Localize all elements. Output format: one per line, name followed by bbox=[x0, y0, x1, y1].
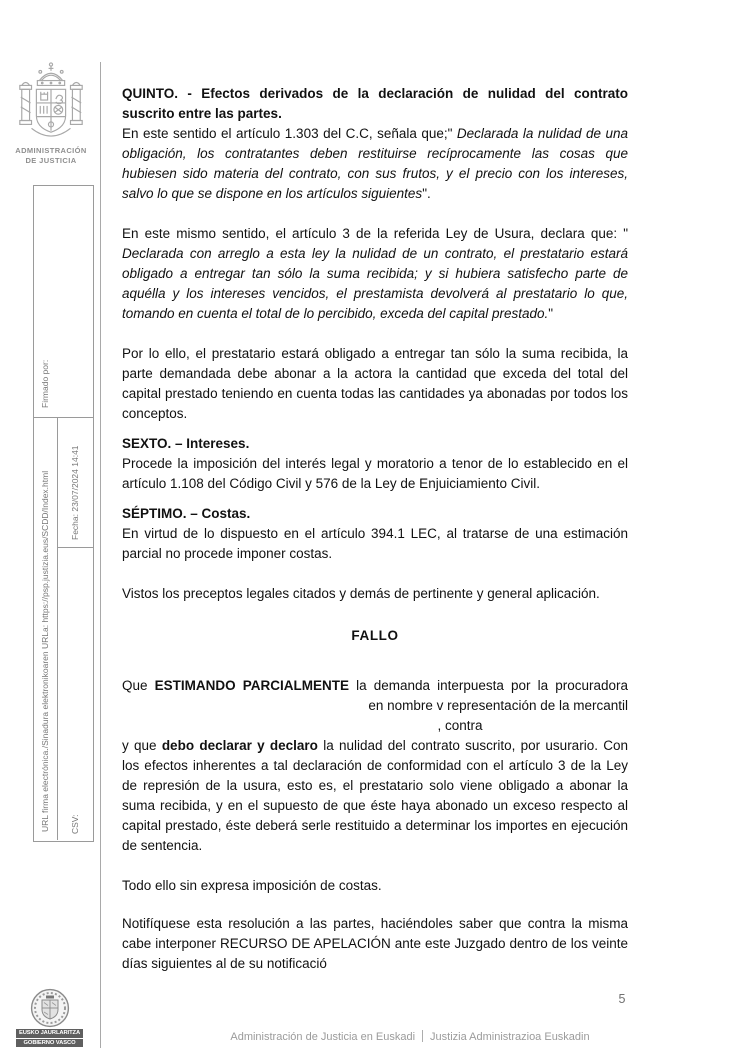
footer-text-basque: Justizia Administrazioa Euskadin bbox=[430, 1031, 590, 1043]
footer-separator bbox=[422, 1030, 423, 1042]
paragraph-6: Procede la imposición del interés legal y moratorio a tenor de lo establecido en el artículo 1.108 del Código Civil y 576 de la Ley de Enjuiciamiento Civil. bbox=[122, 456, 628, 491]
paragraph-9: Vistos los preceptos legales citados y demás de pertinente y general aplicación. bbox=[122, 586, 600, 601]
administration-of-justice-label bbox=[4, 146, 98, 165]
paragraph-11: Que ESTIMANDO PARCIALMENTE la demanda interpuesta por la procuradora bbox=[122, 678, 628, 693]
paragraph-15: Todo ello sin expresa imposición de costas. bbox=[122, 878, 382, 893]
paragraph-2: En este sentido el artículo 1.303 del C.C, señala que;" Declarada la nulidad de una obligación, los contratantes deben restituirse recíprocamente las cosas que hubiesen sido materia del contrato, con sus frutos, y el precio con los intereses, salvo lo que se dispone en los artículos siguientes". bbox=[122, 126, 628, 201]
paragraph-5: SEXTO. – Intereses. bbox=[122, 436, 250, 451]
signature-url-label: URL firma electrónica./Sinadura elektronikoaren URLa: https://psp.justizia.eus/SCDD/Index.html bbox=[40, 470, 50, 832]
sidebar-divider-line bbox=[100, 62, 101, 1048]
paragraph-13: , contra bbox=[437, 718, 483, 733]
footer-center-text bbox=[150, 1030, 670, 1043]
paragraph-16: Notifíquese esta resolución a las partes, haciéndoles saber que contra la misma cabe interponer RECURSO DE APELACIÓN ante este Juzgado dentro de los veinte días siguientes al de su notificació bbox=[122, 916, 628, 971]
org-label-line1: ADMINISTRACIÓN bbox=[15, 146, 87, 155]
paragraph-8: En virtud de lo dispuesto en el artículo 394.1 LEC, al tratarse de una estimación parcial no procede imponer costas. bbox=[122, 526, 628, 561]
csv-label: CSV: bbox=[70, 814, 80, 834]
basque-government-emblem-icon bbox=[29, 988, 71, 1028]
document-body bbox=[122, 84, 628, 974]
paragraph-4: Por lo ello, el prestatario estará obligado a entregar tan sólo la suma recibida, la parte demandada debe abonar a la actora la cantidad que exceda del total del capital prestado teniendo en cuenta todas las cantidades ya abonadas por todos los conceptos. bbox=[122, 346, 628, 421]
spain-coat-of-arms-icon bbox=[13, 60, 89, 144]
org-label-line2: DE JUSTICIA bbox=[25, 155, 77, 165]
paragraph-10: FALLO bbox=[351, 628, 399, 643]
footer-text-spanish: Administración de Justicia en Euskadi bbox=[230, 1031, 416, 1043]
signature-date-label: Fecha: 23/07/2024 14:41 bbox=[70, 445, 80, 540]
basque-government-logo bbox=[16, 988, 83, 1047]
gov-bar-basque: EUSKO JAURLARITZA bbox=[16, 1029, 83, 1038]
paragraph-7: SÉPTIMO. – Costas. bbox=[122, 506, 251, 521]
paragraph-14: y que debo declarar y declaro la nulidad del contrato suscrito, por usurario. Con los efectos inherentes a tal declaración de conformidad con el artículo 3 de la Ley de represión de la usura, esto es, el prestatario solo viene obligado a abonar la suma recibida, y en el supuesto de que éste haya abonado un exceso respecto al capital prestado, éste deberá serle restituido a determinar los importes en ejecución de sentencia. bbox=[122, 738, 628, 853]
page-number: 5 bbox=[618, 992, 626, 1006]
paragraph-1: QUINTO. - Efectos derivados de la declaración de nulidad del contrato suscrito entre las partes. bbox=[122, 86, 628, 121]
paragraph-12: en nombre v representación de la mercantil bbox=[368, 698, 628, 713]
signed-by-label: Firmado por: bbox=[40, 359, 50, 408]
gov-bar-spanish: GOBIERNO VASCO bbox=[16, 1039, 83, 1048]
paragraph-3: En este mismo sentido, el artículo 3 de la referida Ley de Usura, declara que: " Declarada con arreglo a esta ley la nulidad de un contrato, el prestatario estará obligado a entregar tan sólo la suma recibida; y si hubiera satisfecho parte de aquélla y los intereses vencidos, el prestamista devolverá al prestatario lo que, tomando en cuenta el total de lo percibido, exceda del capital prestado." bbox=[122, 226, 628, 321]
